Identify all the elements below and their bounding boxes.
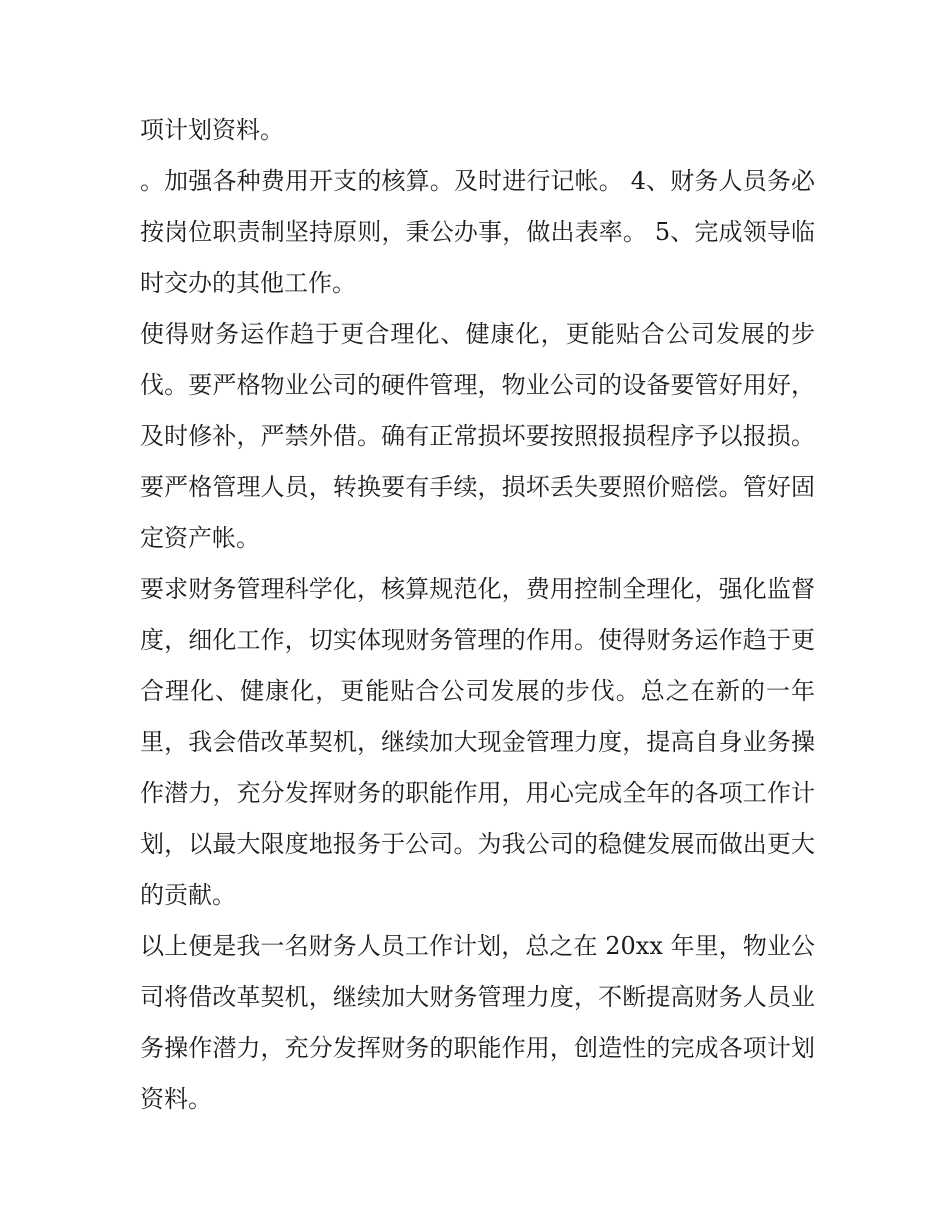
document-body (140, 105, 815, 1125)
paragraph-3: 使得财务运作趋于更合理化、健康化，更能贴合公司发展的步伐。要严格物业公司的硬件管理，物业公司的设备要管好用好，及时修补，严禁外借。确有正常损坏要按照报损程序予以报损。要严格管理人员，转换要有手续，损坏丢失要照价赔偿。管好固定资产帐。 (140, 320, 815, 552)
paragraph-1: 项计划资料。 (140, 116, 284, 144)
paragraph-5: 以上便是我一名财务人员工作计划，总之在 20xx 年里，物业公司将借改革契机，继续加大财务管理力度，不断提高财务人员业务操作潜力，充分发挥财务的职能作用，创造性的完成各项计划资料。 (140, 932, 815, 1113)
paragraph-4: 要求财务管理科学化，核算规范化，费用控制全理化，强化监督度，细化工作，切实体现财务管理的作用。使得财务运作趋于更合理化、健康化，更能贴合公司发展的步伐。总之在新的一年里，我会借改革契机，继续加大现金管理力度，提高自身业务操作潜力，充分发挥财务的职能作用，用心完成全年的各项工作计划，以最大限度地报务于公司。为我公司的稳健发展而做出更大的贡献。 (140, 575, 815, 909)
paragraph-2: 。加强各种费用开支的核算。及时进行记帐。 4、财务人员务必按岗位职责制坚持原则，秉公办事，做出表率。 5、完成领导临时交办的其他工作。 (140, 167, 815, 297)
